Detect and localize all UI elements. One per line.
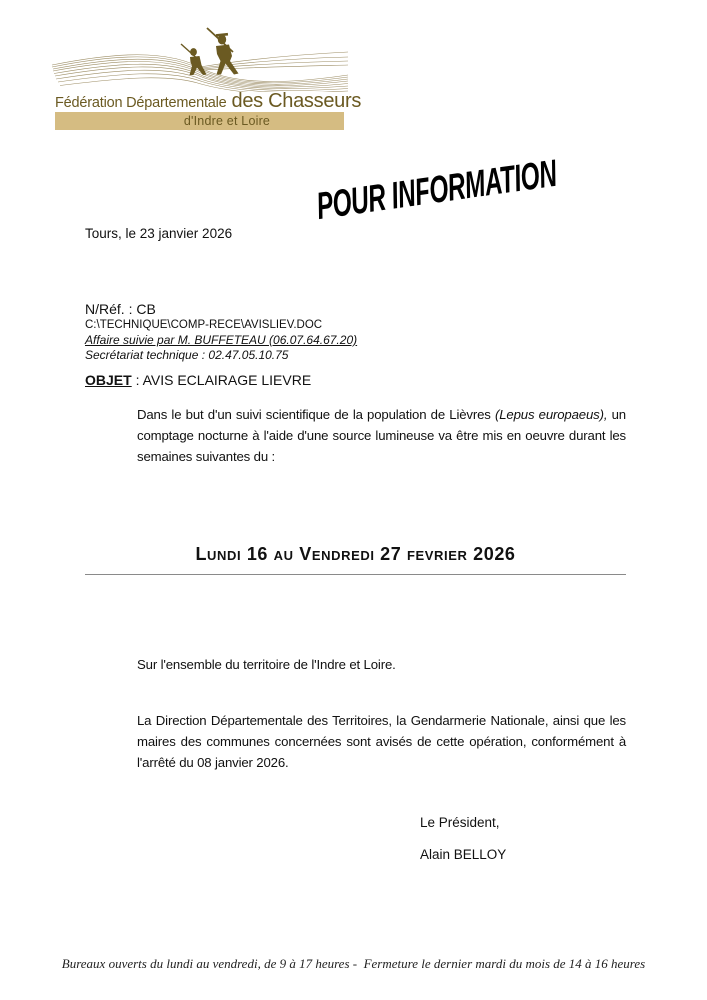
subject-line — [85, 372, 311, 388]
secretariat-line: Secrétariat technique : 02.47.05.10.75 — [85, 348, 289, 362]
case-handler-line: Affaire suivie par M. BUFFETEAU (06.07.64.67.20) — [85, 333, 358, 347]
field-lines — [52, 52, 348, 92]
signature-title: Le Président, — [420, 815, 500, 830]
subject-label: OBJET — [85, 372, 132, 388]
reference-file-path: C:\TECHNIQUE\COMP-RECE\AVISLIEV.DOC — [85, 319, 323, 331]
hunter-silhouettes-icon — [181, 28, 239, 75]
pour-information-stamp: POUR INFORMATION — [314, 152, 560, 229]
body-paragraph-2: Sur l'ensemble du territoire de l'Indre et Loire. — [137, 657, 396, 672]
hunters-hill-icon — [50, 20, 350, 92]
date-range-heading: Lundi 16 au Vendredi 27 fevrier 2026 — [195, 544, 516, 564]
org-department-banner: d'Indre et Loire — [55, 112, 344, 130]
date-range-heading-wrap — [85, 544, 626, 575]
org-name — [55, 90, 362, 112]
subject-separator: : — [131, 372, 143, 388]
reference-number: N/Réf. : CB — [85, 301, 156, 317]
subject-text: AVIS ECLAIRAGE LIEVRE — [142, 372, 312, 388]
para1-text-before: Dans le but d'un suivi scientifique de la population de Lièvres — [137, 407, 495, 422]
reference-block — [85, 300, 357, 363]
org-logo — [47, 18, 362, 133]
para1-text-after: un comptage nocturne à l'aide d'une source lumineuse va être mis en oeuvre durant les semaines suivantes du : — [137, 407, 626, 464]
org-name-small: Fédération Départementale — [55, 95, 227, 111]
signature-name: Alain BELLOY — [420, 847, 507, 862]
date-line: Tours, le 23 janvier 2026 — [85, 226, 233, 241]
body-paragraph-3: La Direction Départementale des Territoires, la Gendarmerie Nationale, ainsi que les maires des communes concernées sont avisés de cette opération, conformément à l'arrêté du 08 janvier 2026. — [137, 713, 626, 770]
signature-block — [420, 815, 506, 862]
body-paragraph-1 — [137, 404, 626, 467]
office-hours-footer: Bureaux ouverts du lundi au vendredi, de 9 à 17 heures - Fermeture le dernier mardi du mois de 14 à 16 heures — [61, 956, 646, 971]
species-latin-name: (Lepus europaeus), — [494, 407, 608, 422]
org-name-large: des Chasseurs — [231, 90, 362, 112]
